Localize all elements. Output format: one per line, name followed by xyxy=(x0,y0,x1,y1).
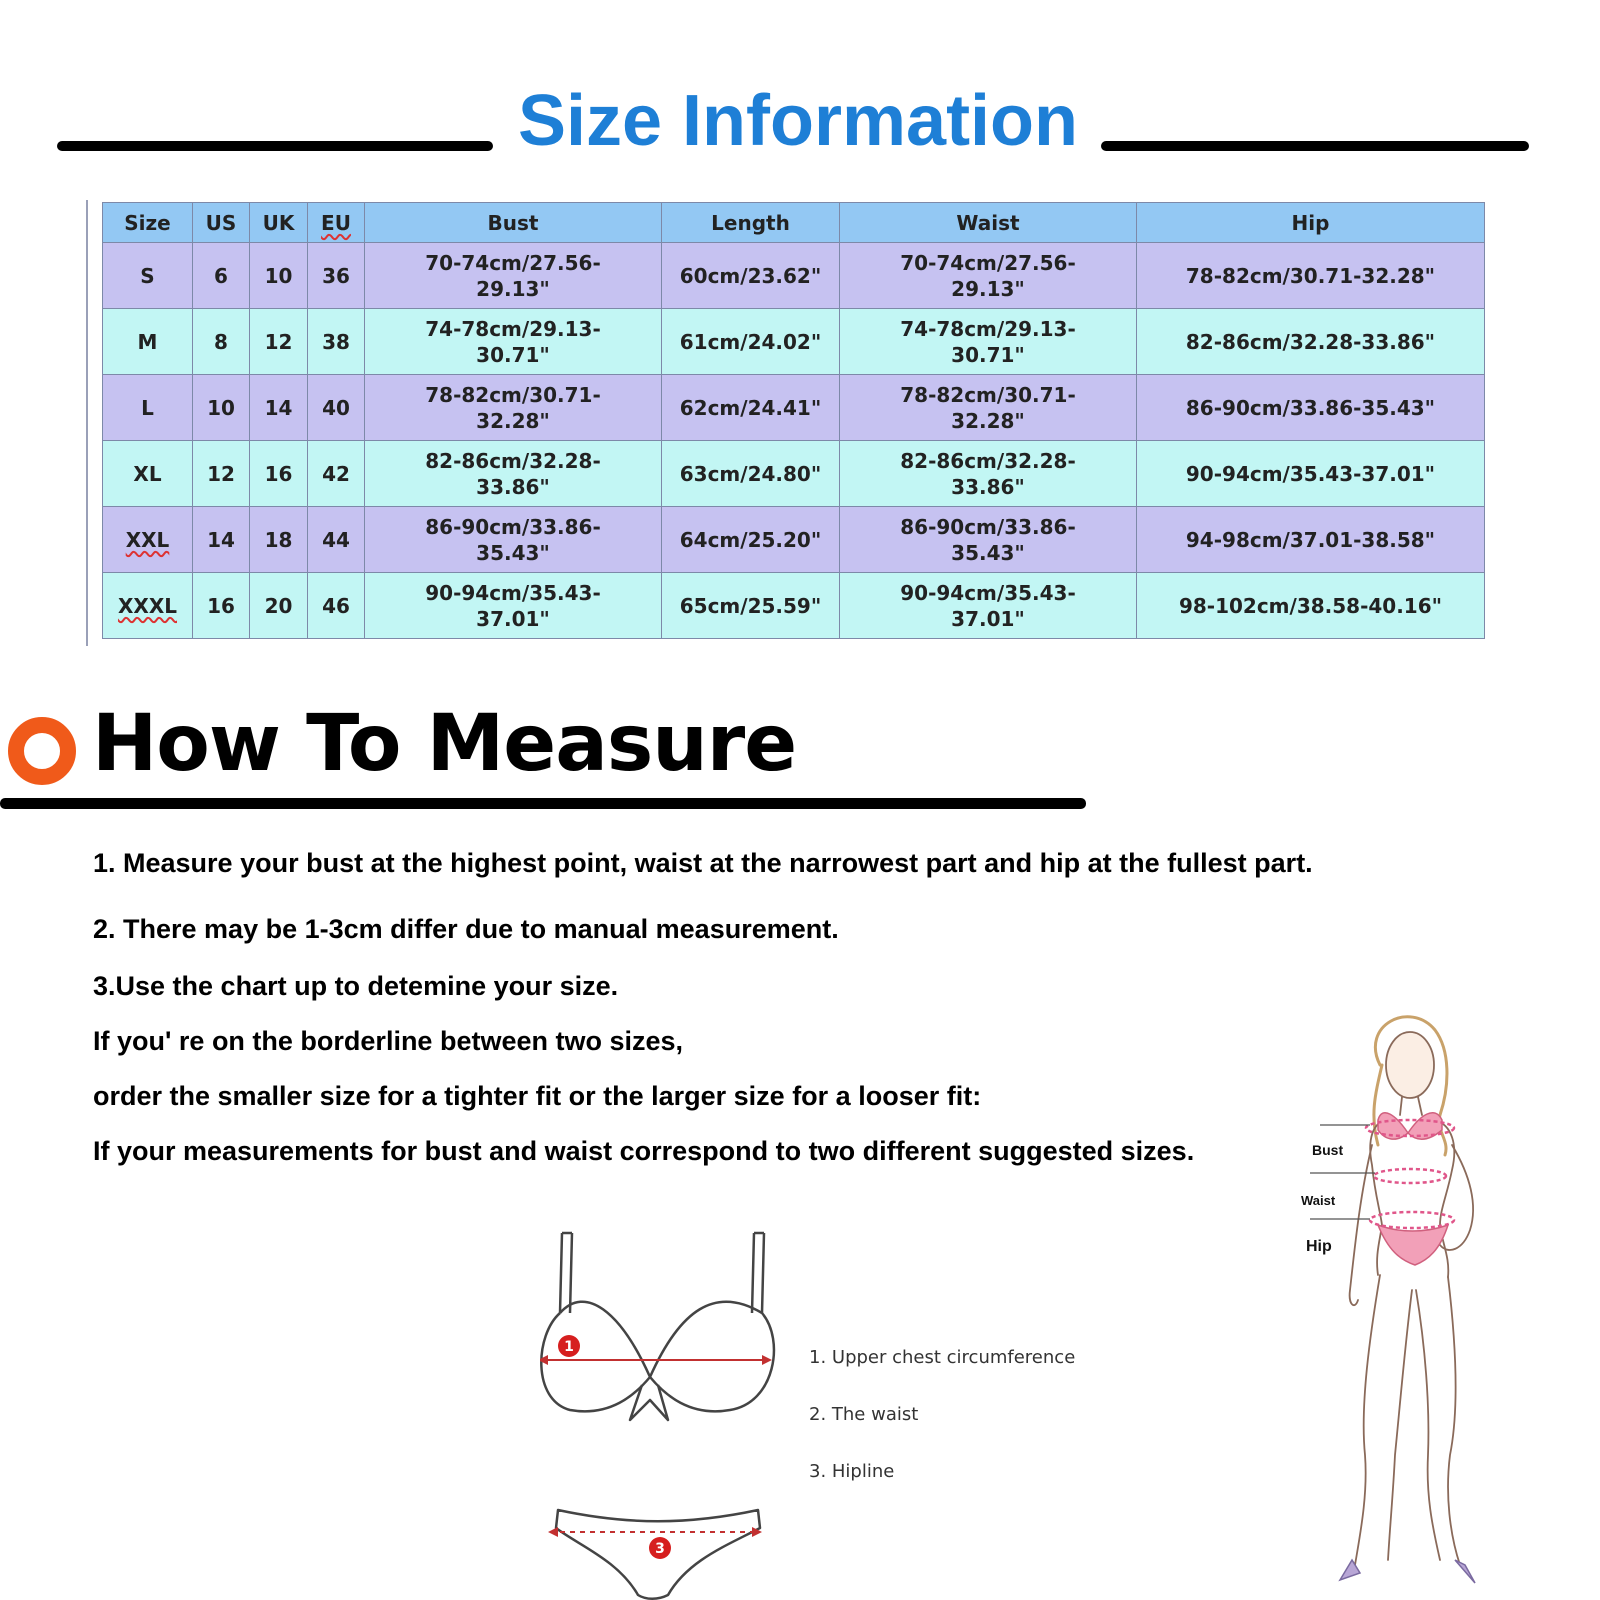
cell-waist-line2: 37.01" xyxy=(951,606,1025,631)
cell-uk: 14 xyxy=(250,375,308,441)
cell-bust xyxy=(365,573,662,639)
cell-bust-line1: 82-86cm/32.28- xyxy=(425,448,601,473)
cell-waist-line2: 33.86" xyxy=(951,474,1025,499)
cell-hip: 98-102cm/38.58-40.16" xyxy=(1137,573,1485,639)
waist-band xyxy=(1374,1169,1446,1183)
header-hip: Hip xyxy=(1137,203,1485,243)
cell-bust xyxy=(365,375,662,441)
cell-bust xyxy=(365,309,662,375)
marker-1-label: 1 xyxy=(564,1339,574,1355)
header-uk: UK xyxy=(250,203,308,243)
cell-us: 14 xyxy=(193,507,250,573)
cell-waist xyxy=(840,375,1137,441)
cell-bust-line2: 30.71" xyxy=(476,342,550,367)
cell-us: 16 xyxy=(193,573,250,639)
cell-eu: 46 xyxy=(308,573,365,639)
cell-size: L xyxy=(103,375,193,441)
section-rule xyxy=(0,798,1086,809)
cell-hip: 78-82cm/30.71-32.28" xyxy=(1137,243,1485,309)
cell-size: M xyxy=(103,309,193,375)
cell-waist-line2: 30.71" xyxy=(951,342,1025,367)
cell-bust-line1: 86-90cm/33.86- xyxy=(425,514,601,539)
cell-bust xyxy=(365,507,662,573)
cell-bust-line2: 33.86" xyxy=(476,474,550,499)
marker-3-label: 3 xyxy=(655,1541,665,1557)
cell-eu: 38 xyxy=(308,309,365,375)
figure-label-bust: Bust xyxy=(1312,1142,1344,1158)
instruction-3: 3.Use the chart up to detemine your size. xyxy=(93,971,619,1001)
header-eu: EU xyxy=(308,203,365,243)
cell-length: 63cm/24.80" xyxy=(662,441,840,507)
title-rule-left xyxy=(57,141,493,151)
cell-waist-line1: 74-78cm/29.13- xyxy=(900,316,1076,341)
cell-hip: 86-90cm/33.86-35.43" xyxy=(1137,375,1485,441)
cell-waist-line2: 32.28" xyxy=(951,408,1025,433)
cell-length: 61cm/24.02" xyxy=(662,309,840,375)
table-row xyxy=(103,375,1485,441)
instruction-2: 2. There may be 1-3cm differ due to manual measurement. xyxy=(93,914,839,944)
cell-size: XL xyxy=(103,441,193,507)
title-rule-right xyxy=(1101,141,1529,151)
cell-us: 6 xyxy=(193,243,250,309)
cell-uk: 20 xyxy=(250,573,308,639)
cell-bust-line2: 29.13" xyxy=(476,276,550,301)
cell-bust xyxy=(365,441,662,507)
cell-length: 62cm/24.41" xyxy=(662,375,840,441)
header-size: Size xyxy=(103,203,193,243)
header-waist: Waist xyxy=(840,203,1137,243)
cell-us: 12 xyxy=(193,441,250,507)
cell-eu: 42 xyxy=(308,441,365,507)
cell-waist xyxy=(840,441,1137,507)
table-row xyxy=(103,309,1485,375)
table-row xyxy=(103,441,1485,507)
section-title: How To Measure xyxy=(92,699,797,789)
cell-eu: 44 xyxy=(308,507,365,573)
legend-upper-chest: 1. Upper chest circumference xyxy=(809,1347,1076,1368)
cell-bust-line1: 74-78cm/29.13- xyxy=(425,316,601,341)
cell-waist-line1: 82-86cm/32.28- xyxy=(900,448,1076,473)
cell-waist-line1: 86-90cm/33.86- xyxy=(900,514,1076,539)
figure-label-waist: Waist xyxy=(1301,1193,1336,1208)
cell-bust-line1: 78-82cm/30.71- xyxy=(425,382,601,407)
cell-length: 65cm/25.59" xyxy=(662,573,840,639)
legend-hipline: 3. Hipline xyxy=(809,1461,895,1482)
cell-waist-line1: 78-82cm/30.71- xyxy=(900,382,1076,407)
instruction-5: order the smaller size for a tighter fit or the larger size for a looser fit: xyxy=(93,1081,982,1111)
cell-eu: 36 xyxy=(308,243,365,309)
header-us: US xyxy=(193,203,250,243)
brief-diagram xyxy=(548,1500,768,1600)
cell-bust-line2: 37.01" xyxy=(476,606,550,631)
cell-uk: 16 xyxy=(250,441,308,507)
cell-waist-line2: 35.43" xyxy=(951,540,1025,565)
cell-bust-line2: 35.43" xyxy=(476,540,550,565)
cell-us: 8 xyxy=(193,309,250,375)
legend-waist: 2. The waist xyxy=(809,1404,919,1425)
cell-waist xyxy=(840,573,1137,639)
orange-ring-icon xyxy=(8,717,76,785)
cell-hip: 82-86cm/32.28-33.86" xyxy=(1137,309,1485,375)
table-row xyxy=(103,573,1485,639)
cell-hip: 90-94cm/35.43-37.01" xyxy=(1137,441,1485,507)
cell-bust-line1: 70-74cm/27.56- xyxy=(425,250,601,275)
cell-bust xyxy=(365,243,662,309)
table-header-row xyxy=(103,203,1485,243)
cell-waist-line1: 70-74cm/27.56- xyxy=(900,250,1076,275)
cell-bust-line2: 32.28" xyxy=(476,408,550,433)
cell-size: S xyxy=(103,243,193,309)
header-bust: Bust xyxy=(365,203,662,243)
instruction-1: 1. Measure your bust at the highest point, waist at the narrowest part and hip at the fullest part. xyxy=(93,848,1313,878)
cell-uk: 12 xyxy=(250,309,308,375)
cell-size: XXL xyxy=(103,507,193,573)
cell-eu: 40 xyxy=(308,375,365,441)
cell-us: 10 xyxy=(193,375,250,441)
cell-uk: 10 xyxy=(250,243,308,309)
table-row xyxy=(103,507,1485,573)
cell-length: 60cm/23.62" xyxy=(662,243,840,309)
table-row xyxy=(103,243,1485,309)
cell-uk: 18 xyxy=(250,507,308,573)
cell-size: XXXL xyxy=(103,573,193,639)
table-edge-line xyxy=(86,200,88,646)
cell-length: 64cm/25.20" xyxy=(662,507,840,573)
instruction-6: If your measurements for bust and waist correspond to two different suggested sizes. xyxy=(93,1136,1195,1166)
cell-waist xyxy=(840,309,1137,375)
header-length: Length xyxy=(662,203,840,243)
bra-diagram xyxy=(540,1225,790,1430)
cell-waist xyxy=(840,507,1137,573)
size-chart-table xyxy=(102,202,1485,639)
cell-bust-line1: 90-94cm/35.43- xyxy=(425,580,601,605)
cell-waist xyxy=(840,243,1137,309)
figure-illustration xyxy=(1300,1005,1540,1595)
cell-waist-line1: 90-94cm/35.43- xyxy=(900,580,1076,605)
cell-waist-line2: 29.13" xyxy=(951,276,1025,301)
hip-band xyxy=(1370,1212,1454,1228)
cell-hip: 94-98cm/37.01-38.58" xyxy=(1137,507,1485,573)
figure-label-hip: Hip xyxy=(1306,1238,1332,1255)
instruction-4: If you' re on the borderline between two sizes, xyxy=(93,1026,684,1056)
page-title: Size Information xyxy=(517,81,1079,161)
